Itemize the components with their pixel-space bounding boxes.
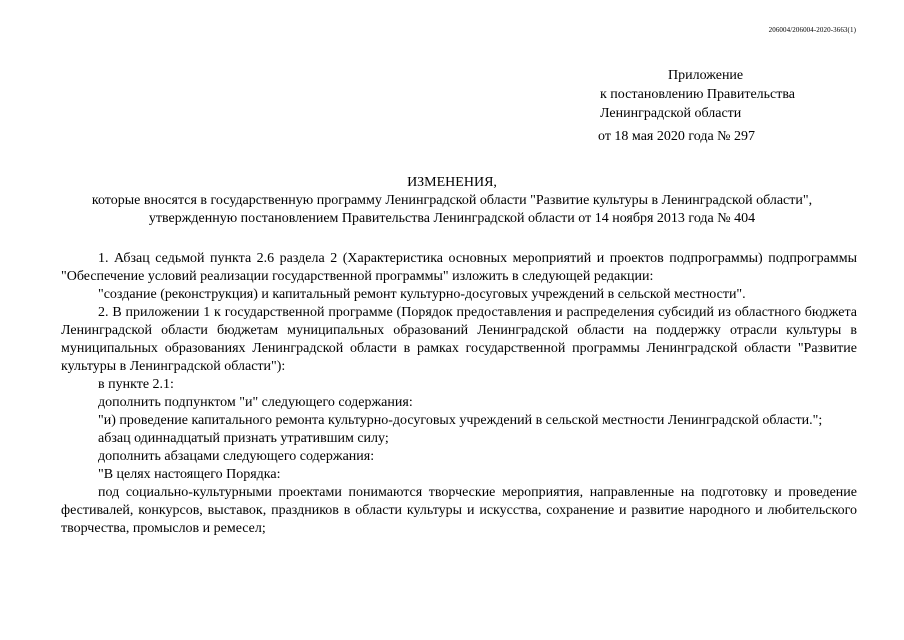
paragraph: 2. В приложении 1 к государственной программе (Порядок предоставления и распределения субсидий из областного бюджета Ленинградской области бюджетам муниципальных образований Ленинградской области на поддержку отрасли культуры в муниципальных образованиях Ленинградской области в рамках государственной программы Ленинградской области "Развитие культуры в Ленинградской области"): xyxy=(61,305,857,374)
document-code: 206004/206004-2020-3663(1) xyxy=(768,26,856,34)
paragraph: в пункте 2.1: xyxy=(98,377,174,392)
paragraph: под социально-культурными проектами понимаются творческие мероприятия, направленные на подготовку и проведение фестивалей, конкурсов, выставок, праздников в области культуры и искусства, сохранение и развитие народного и любительского творчества, промыслов и ремесел; xyxy=(61,485,857,536)
appendix-title: Приложение xyxy=(668,68,744,83)
paragraph: "создание (реконструкция) и капитальный ремонт культурно-досуговых учреждений в сельской местности". xyxy=(98,287,746,302)
appendix-line-region: Ленинградской области xyxy=(600,106,742,121)
document-heading: ИЗМЕНЕНИЯ, xyxy=(407,175,497,190)
paragraph: абзац одиннадцатый признать утратившим силу; xyxy=(98,431,389,446)
paragraph: 1. Абзац седьмой пункта 2.6 раздела 2 (Характеристика основных мероприятий и проектов подпрограммы) подпрограммы "Обеспечение условий реализации государственной программы" изложить в следующей редакции: xyxy=(61,251,857,284)
document-subtitle-line2: утвержденную постановлением Правительства Ленинградской области от 14 ноября 2013 года № 404 xyxy=(148,211,756,226)
appendix-block xyxy=(598,66,795,146)
document-subtitle-line1: которые вносятся в государственную программу Ленинградской области "Развитие культуры в Ленинградской области", xyxy=(91,193,813,208)
paragraph: "и) проведение капитального ремонта культурно-досуговых учреждений в сельской местности Ленинградской области."; xyxy=(98,413,823,428)
appendix-line-date: от 18 мая 2020 года № 297 xyxy=(598,129,756,144)
paragraph: дополнить подпунктом "и" следующего содержания: xyxy=(98,395,413,410)
document-body xyxy=(61,250,857,538)
document-title-block xyxy=(0,174,904,228)
paragraph: "В целях настоящего Порядка: xyxy=(98,467,281,482)
paragraph: дополнить абзацами следующего содержания: xyxy=(98,449,375,464)
appendix-line-resolution: к постановлению Правительства xyxy=(600,87,796,102)
